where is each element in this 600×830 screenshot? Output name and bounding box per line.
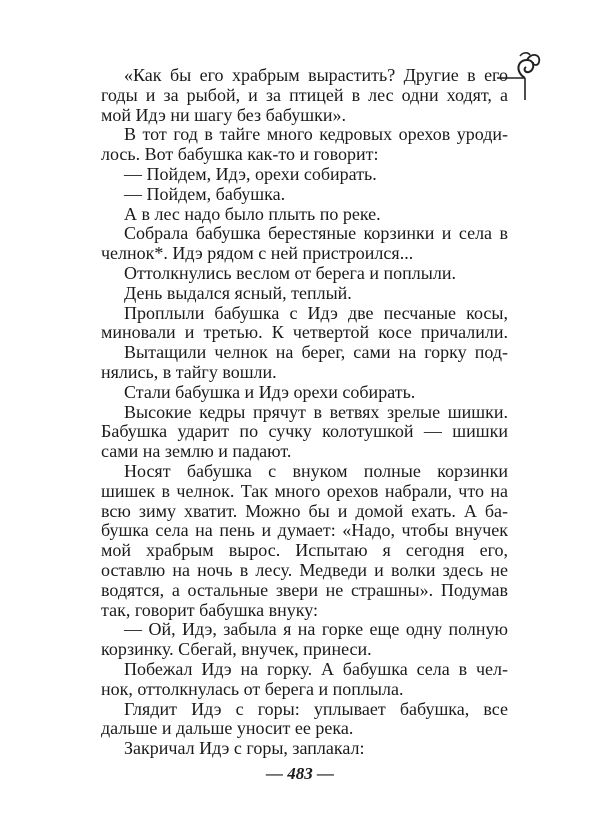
text-line: — Ой, Идэ, забыла я на горке еще одну полную <box>124 619 508 640</box>
text-line: В тот год в тайге много кедровых орехов уроди- <box>124 124 508 145</box>
text-line: — Пойдем, Идэ, орехи собирать. <box>124 163 377 184</box>
text-line: А в лес надо было плыть по реке. <box>124 203 381 224</box>
text-line: Стали бабушка и Идэ орехи собирать. <box>124 381 416 402</box>
text-line: мой Идэ ни шагу без бабушки». <box>101 104 346 125</box>
text-line: корзинку. Сбегай, внучек, принеси. <box>101 639 372 660</box>
text-line: миновали и третью. К четвертой косе причалили. <box>101 322 508 343</box>
text-line: — Пойдем, бабушка. <box>124 183 286 204</box>
text-line: Побежал Идэ на горку. А бабушка села в чел- <box>124 658 508 679</box>
text-line: День выдался ясный, теплый. <box>124 282 352 303</box>
text-line: Проплыли бабушка с Идэ две песчаные косы, <box>124 302 508 323</box>
text-line: «Как бы его храбрым вырастить? Другие в его <box>124 65 508 85</box>
text-line: нялись, в тайгу вошли. <box>101 361 277 382</box>
text-line: челнок*. Идэ рядом с ней пристроился... <box>101 243 414 264</box>
page-number: — 483 — <box>266 764 334 783</box>
text-line: нок, оттолкнулась от берега и поплыла. <box>101 678 404 699</box>
text-line: мой храбрым вырос. Испытаю я сегодня его, <box>101 540 508 561</box>
text-line: Вытащили челнок на берег, сами на горку под- <box>124 342 508 363</box>
body-text <box>101 66 508 759</box>
text-line: так, говорит бабушка внуку: <box>101 599 318 620</box>
text-line: годы и за рыбой, и за птицей в лес одни ходят, а <box>101 84 508 105</box>
text-line: Глядит Идэ с горы: уплывает бабушка, все <box>124 698 508 719</box>
text-line: Бабушка ударит по сучку колотушкой — шишки <box>101 421 508 442</box>
text-line: водятся, а остальные звери не страшны». Подумав <box>101 579 508 600</box>
text-line: шишек в челнок. Так много орехов набрали, что на <box>101 480 508 501</box>
text-line: Оттолкнулись веслом от берега и поплыли. <box>124 262 456 283</box>
text-line: оставлю на ночь в лесу. Медведи и волки здесь не <box>101 559 508 580</box>
text-line: лось. Вот бабушка как-то и говорит: <box>101 144 379 165</box>
text-line: Собрала бабушка берестяные корзинки и села в <box>124 223 508 244</box>
text-line: дальше и дальше уносит ее река. <box>101 718 354 739</box>
text-line: всю зиму хватит. Можно бы и домой ехать. А ба- <box>101 500 508 521</box>
text-line: бушка села на пень и думает: «Надо, чтобы внучек <box>101 520 508 541</box>
text-line: сами на землю и падают. <box>101 441 292 462</box>
text-line: Носят бабушка с внуком полные корзинки <box>124 460 508 481</box>
text-line: Закричал Идэ с горы, заплакал: <box>124 738 365 759</box>
text-line: Высокие кедры прячут в ветвях зрелые шишки. <box>124 401 508 422</box>
